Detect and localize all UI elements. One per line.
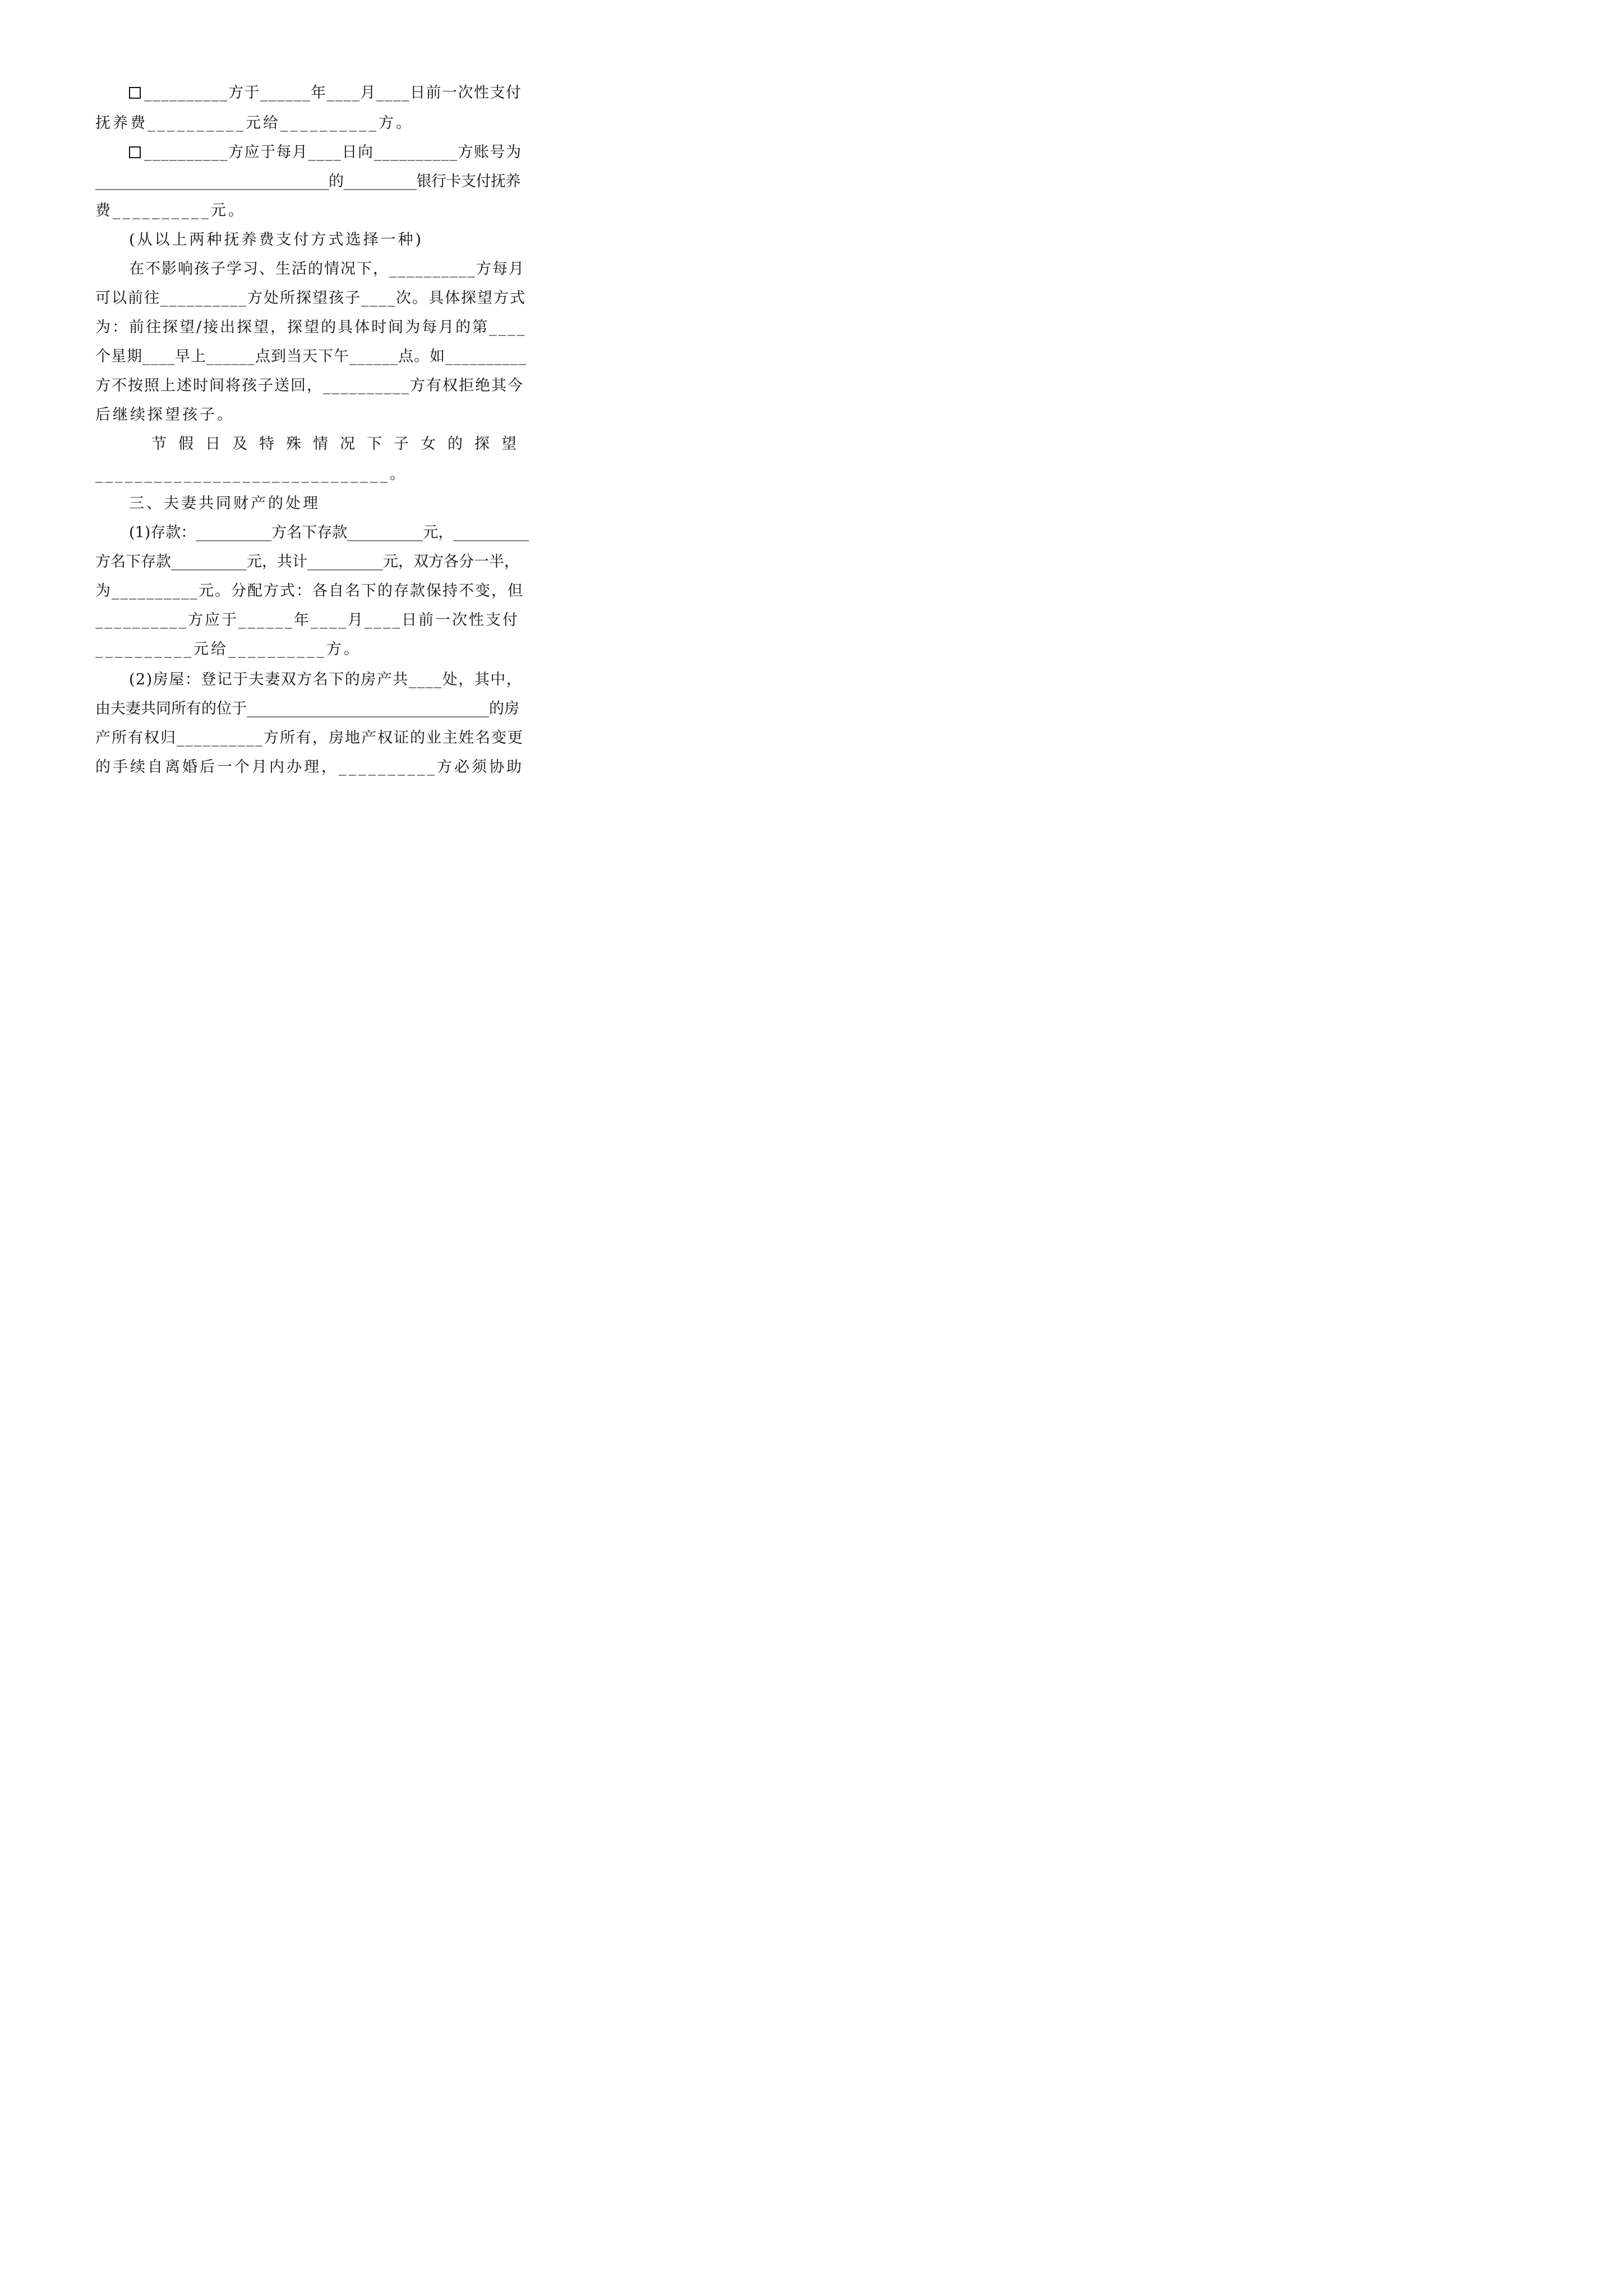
paragraph-line: 后继续探望孩子。 — [95, 406, 234, 424]
paragraph-line: 抚养费__________元给__________方。 — [95, 114, 413, 132]
checkbox-option-1[interactable] — [129, 87, 141, 99]
paragraph-line: 可以前往__________方处所探望孩子____次。具体探望方式 — [95, 289, 526, 307]
paragraph-line: 个星期____早上______点到当天下午______点。如__________ — [95, 348, 527, 365]
section-heading: 三、夫妻共同财产的处理 — [129, 495, 320, 512]
paragraph-line: 为__________元。分配方式：各自名下的存款保持不变，但 — [95, 582, 524, 600]
paragraph-line: __________方应于______年____月____日前一次性支付 — [95, 611, 519, 629]
paragraph-line: 方名下存款__________元，共计__________元，双方各分一半， — [95, 553, 519, 570]
paragraph-line: __________元给__________方。 — [95, 641, 361, 658]
paragraph-line: 费__________元。 — [95, 202, 246, 219]
paragraph-line: ______________________________。 — [95, 466, 407, 483]
paragraph-line: 节假日及特殊情况下子女的探望 — [151, 435, 528, 453]
checkbox-option-2[interactable] — [129, 146, 141, 158]
paragraph-line: (从以上两种抚养费支付方式选择一种) — [129, 231, 424, 249]
paragraph-line — [129, 82, 528, 104]
line-text: __________方于______年____月____日前一次性支付 — [144, 84, 522, 102]
paragraph-line: 的手续自离婚后一个月内办理，__________方必须协助 — [95, 758, 524, 776]
paragraph-line — [129, 141, 528, 164]
paragraph-line: 为：前往探望/接出探望，探望的具体时间为每月的第____ — [95, 319, 527, 336]
paragraph-line: (2)房屋：登记于夫妻双方名下的房产共____处，其中， — [129, 671, 523, 688]
paragraph-line: 在不影响孩子学习、生活的情况下，__________方每月 — [129, 260, 525, 278]
line-text: __________方应于每月____日向__________方账号为 — [144, 144, 522, 161]
paragraph-line: 产所有权归__________方所有，房地产权证的业主姓名变更 — [95, 729, 524, 747]
paragraph-line: (1)存款：__________方名下存款__________元，__________ — [129, 524, 529, 541]
paragraph-line: 由夫妻共同所有的位于________________________________的房 — [95, 700, 519, 717]
document-page — [0, 0, 623, 881]
paragraph-line: 方不按照上述时间将孩子送回，__________方有权拒绝其今 — [95, 377, 524, 394]
paragraph-line: ________________________________的__________银行卡支付抚养 — [95, 173, 520, 190]
